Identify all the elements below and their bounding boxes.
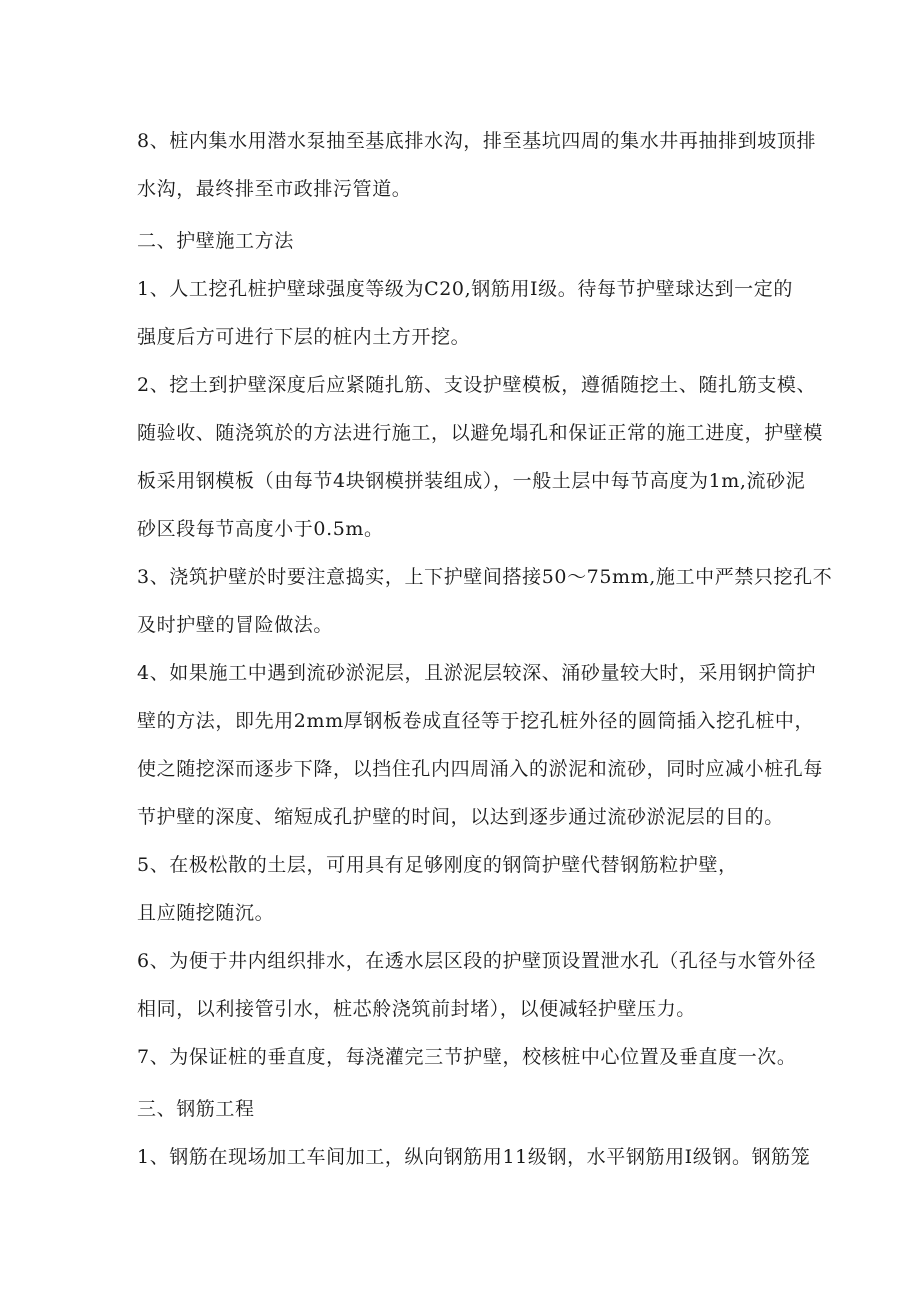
text-line: 4、如果施工中遇到流砂淤泥层，且淤泥层较深、涌砂量较大时，采用钢护筒护 <box>137 662 817 684</box>
text-line: 砂区段每节高度小于0.5m。 <box>137 518 384 540</box>
text-line: 3、浇筑护壁於时要注意捣实，上下护壁间搭接50～75mm,施工中严禁只挖孔不 <box>137 566 833 588</box>
text-line: 1、人工挖孔桩护壁球强度等级为C20,钢筋用Ⅰ级。待每节护壁球达到一定的 <box>137 278 793 300</box>
text-line: 2、挖土到护壁深度后应紧随扎筋、支设护壁模板，遵循随挖土、随扎筋支模、 <box>137 374 817 396</box>
section-heading: 二、护壁施工方法 <box>137 230 294 252</box>
text-line: 相同，以利接管引水，桩芯舲浇筑前封堵），以便减轻护壁压力。 <box>137 998 696 1020</box>
text-line: 7、为保证桩的垂直度，每浇灌完三节护壁，校核桩中心位置及垂直度一次。 <box>137 1046 797 1068</box>
text-line: 使之随挖深而逐步下降，以挡住孔内四周涌入的淤泥和流砂，同时应减小桩孔每 <box>137 758 824 780</box>
text-line: 1、钢筋在现场加工车间加工，纵向钢筋用11级钢，水平钢筋用Ⅰ级钢。钢筋笼 <box>137 1146 811 1168</box>
text-line: 壁的方法，即先用2mm厚钢板卷成直径等于挖孔桩外径的圆筒插入挖孔桩中， <box>137 710 815 732</box>
section-heading: 三、钢筋工程 <box>137 1098 255 1120</box>
text-line: 6、为便于井内组织排水，在透水层区段的护壁顶设置泄水孔（孔径与水管外径 <box>137 950 817 972</box>
text-line: 板采用钢模板（由每节4块钢模拼装组成），一般土层中每节高度为1m,流砂泥 <box>137 470 806 492</box>
text-line: 节护壁的深度、缩短成孔护壁的时间，以达到逐步通过流砂淤泥层的目的。 <box>137 806 784 828</box>
text-line: 8、桩内集水用潜水泵抽至基底排水沟，排至基坑四周的集水井再抽排到坡顶排 <box>137 130 817 152</box>
text-line: 及时护壁的冒险做法。 <box>137 614 334 636</box>
text-line: 5、在极松散的土层，可用具有足够刚度的钢筒护壁代替钢筋粒护壁， <box>137 854 738 876</box>
text-line: 强度后方可进行下层的桩内土方开挖。 <box>137 326 471 348</box>
text-line: 且应随挖随沉。 <box>137 902 275 924</box>
text-line: 水沟，最终排至市政排污管道。 <box>137 178 412 200</box>
text-line: 随验收、随浇筑於的方法进行施工，以避免塌孔和保证正常的施工进度，护壁模 <box>137 422 824 444</box>
